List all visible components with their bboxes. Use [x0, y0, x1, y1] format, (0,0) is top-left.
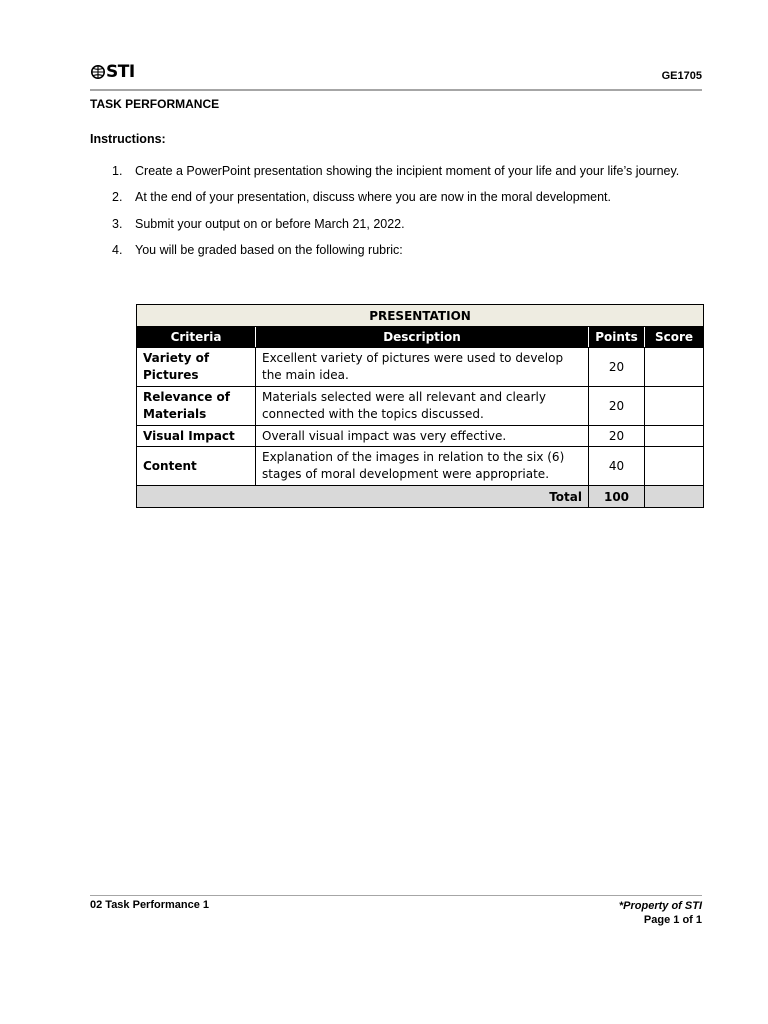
- points-cell: 20: [589, 387, 645, 426]
- table-caption: PRESENTATION: [137, 305, 704, 327]
- table-row: [137, 426, 704, 447]
- document-title: TASK PERFORMANCE: [90, 97, 220, 111]
- description-cell: Explanation of the images in relation to the six (6) stages of moral development were appropriate.: [256, 447, 589, 486]
- column-header-points: Points: [589, 327, 645, 348]
- list-number: 3.: [112, 216, 123, 231]
- score-cell: [645, 447, 704, 486]
- column-header-description: Description: [256, 327, 589, 348]
- total-row: [137, 486, 704, 508]
- points-cell: 20: [589, 426, 645, 447]
- list-number: 4.: [112, 242, 123, 257]
- description-cell: Excellent variety of pictures were used to develop the main idea.: [256, 348, 589, 387]
- course-code: GE1705: [661, 70, 702, 82]
- footer-property: *Property of STI: [618, 900, 702, 912]
- logo-text: STI: [106, 62, 135, 82]
- list-item: [112, 190, 679, 216]
- list-text: Submit your output on or before March 21, 2022.: [135, 216, 405, 231]
- instructions-heading: Instructions:: [90, 132, 166, 146]
- globe-icon: [91, 62, 105, 82]
- column-header-criteria: Criteria: [137, 327, 256, 348]
- footer-right: [619, 899, 702, 927]
- points-cell: 40: [589, 447, 645, 486]
- table-caption-row: [137, 305, 704, 327]
- total-label: Total: [137, 486, 589, 508]
- instruction-list: [112, 164, 679, 269]
- footer-document-name: 02 Task Performance 1: [90, 899, 210, 911]
- sti-logo: [91, 62, 135, 82]
- points-cell: 20: [589, 348, 645, 387]
- footer-divider: [90, 895, 702, 896]
- list-text: At the end of your presentation, discuss where you are now in the moral development.: [135, 190, 611, 205]
- criteria-cell: Relevance of Materials: [137, 387, 256, 426]
- header-divider: [90, 89, 702, 91]
- table-row: [137, 348, 704, 387]
- score-cell: [645, 348, 704, 387]
- score-cell: [645, 387, 704, 426]
- column-header-score: Score: [645, 327, 704, 348]
- rubric-table: [136, 304, 704, 508]
- total-score-cell: [645, 486, 704, 508]
- list-text: Create a PowerPoint presentation showing the incipient moment of your life and your life’s journey.: [135, 164, 680, 178]
- description-cell: Materials selected were all relevant and clearly connected with the topics discussed.: [256, 387, 589, 426]
- list-item: [112, 164, 679, 190]
- footer-page-number: Page 1 of 1: [643, 914, 702, 926]
- score-cell: [645, 426, 704, 447]
- table-row: [137, 387, 704, 426]
- description-cell: Overall visual impact was very effective.: [256, 426, 589, 447]
- table-header-row: [137, 327, 704, 348]
- total-value: 100: [589, 486, 645, 508]
- criteria-cell: Variety of Pictures: [137, 348, 256, 387]
- list-item: [112, 243, 679, 269]
- criteria-cell: Content: [137, 447, 256, 486]
- list-number: 2.: [112, 190, 123, 205]
- criteria-cell: Visual Impact: [137, 426, 256, 447]
- list-number: 1.: [112, 164, 123, 178]
- table-row: [137, 447, 704, 486]
- list-text: You will be graded based on the following rubric:: [135, 242, 403, 257]
- list-item: [112, 217, 679, 243]
